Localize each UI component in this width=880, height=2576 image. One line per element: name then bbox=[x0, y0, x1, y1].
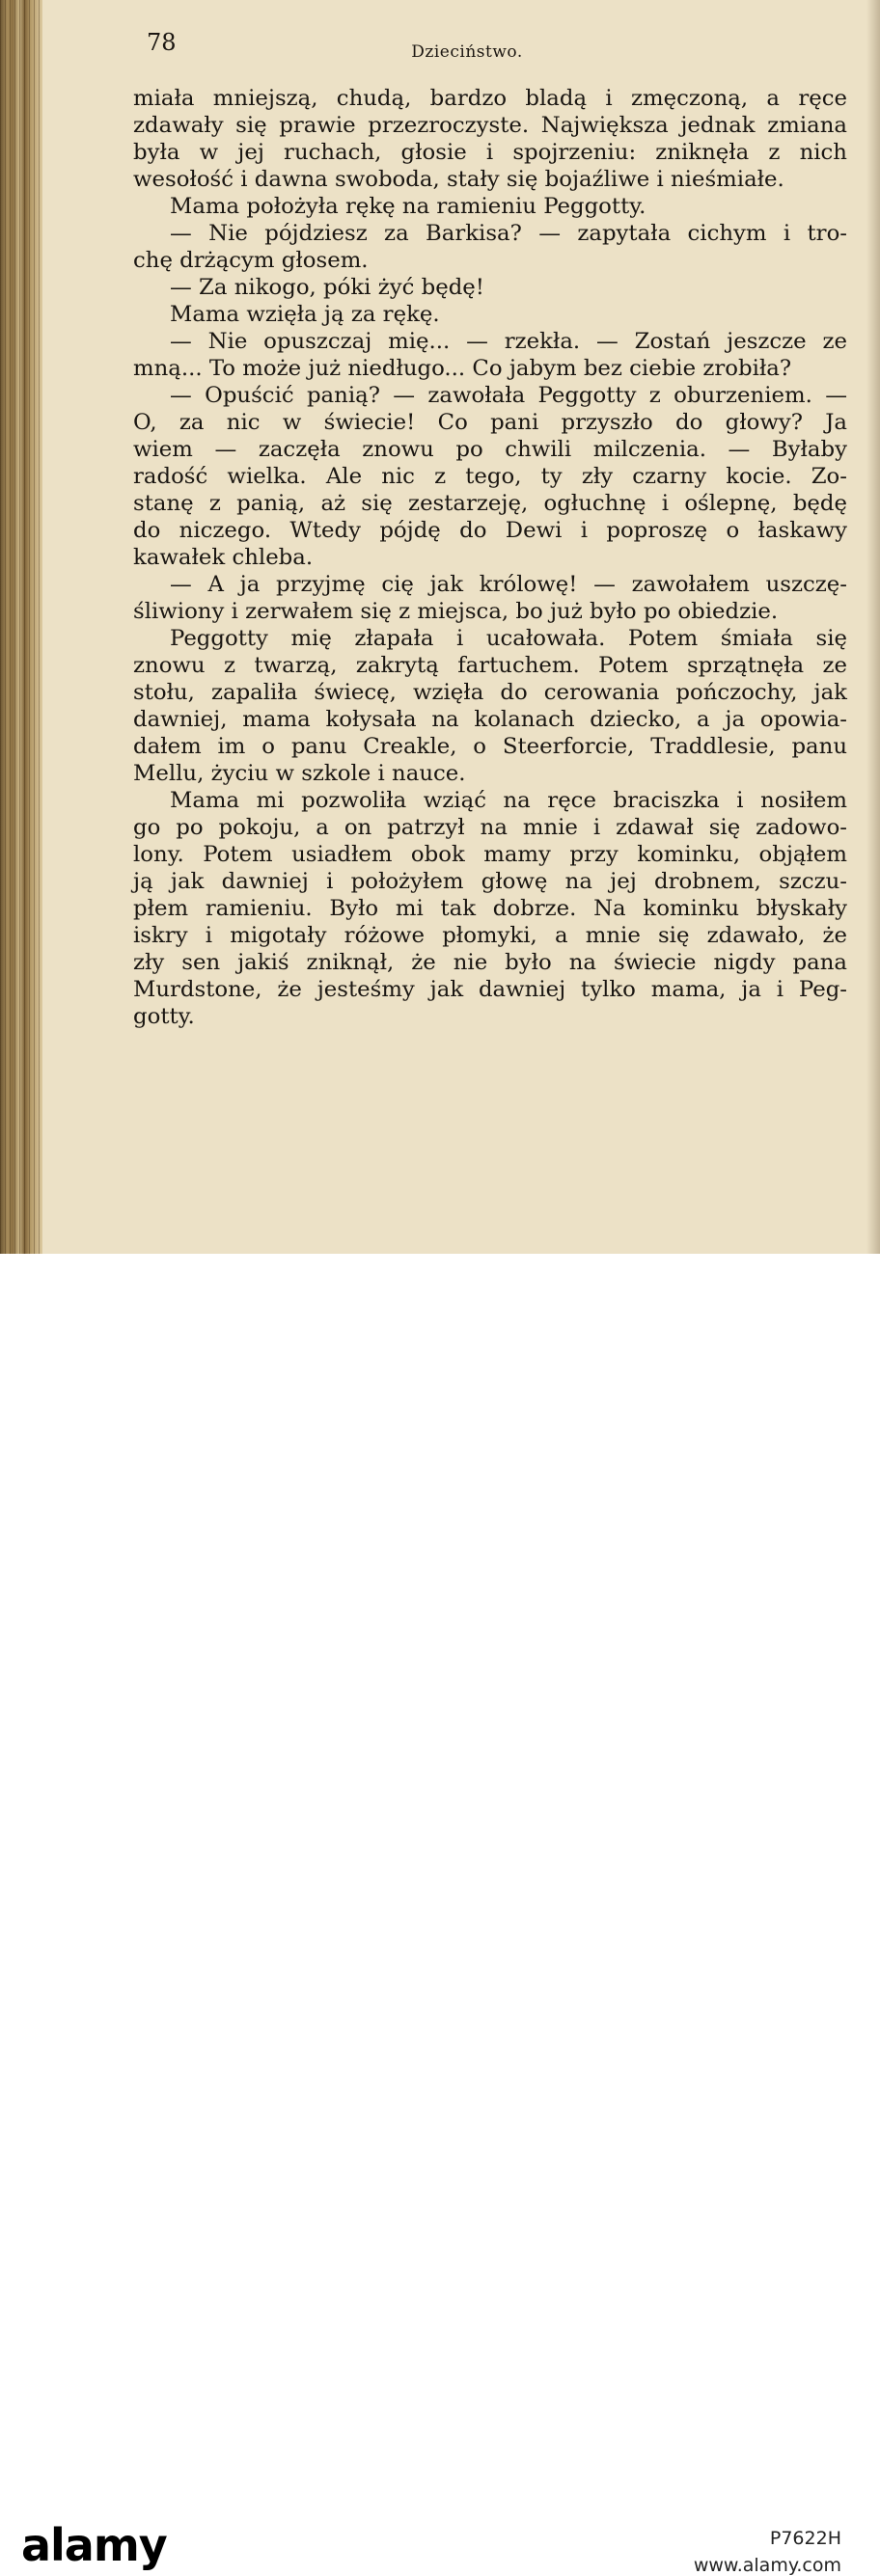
text-line: — Nie pójdziesz za Barkisa? — zapytała cichym i tro- bbox=[170, 221, 847, 246]
text-line: Mama wzięła ją za rękę. bbox=[170, 302, 440, 327]
text-line: miała mniejszą, chudą, bardzo bladą i zmęczoną, a ręce bbox=[133, 86, 847, 111]
text-line: — Opuścić panią? — zawołała Peggotty z oburzeniem. — bbox=[170, 383, 847, 408]
site-url: www.alamy.com bbox=[693, 2555, 841, 2576]
text-line: ją jak dawniej i położyłem głowę na jej drobnem, szczu- bbox=[133, 869, 847, 894]
text-line: O, za nic w świecie! Co pani przyszło do głowy? Ja bbox=[133, 410, 847, 435]
text-line: Mellu, życiu w szkole i nauce. bbox=[133, 761, 466, 786]
text-line: mną... To może już niedługo... Co jabym bez ciebie zrobiła? bbox=[133, 356, 792, 381]
text-line: znowu z twarzą, zakrytą fartuchem. Potem sprzątnęła ze bbox=[133, 653, 847, 678]
stock-footer bbox=[0, 1254, 880, 2576]
text-line: wesołość i dawna swoboda, stały się bojaźliwe i nieśmiałe. bbox=[133, 167, 784, 192]
text-line: dałem im o panu Creakle, o Steerforcie, Traddlesie, panu bbox=[133, 734, 847, 759]
text-line: — A ja przyjmę cię jak królowę! — zawołałem uszczę- bbox=[170, 572, 847, 597]
text-line: radość wielka. Ale nic z tego, ty zły czarny kocie. Zo- bbox=[133, 464, 847, 489]
text-line: — Za nikogo, póki żyć będę! bbox=[170, 275, 484, 300]
text-line: była w jej ruchach, głosie i spojrzeniu: zniknęła z nich bbox=[133, 140, 847, 165]
text-line: śliwiony i zerwałem się z miejsca, bo już było po obiedzie. bbox=[133, 599, 779, 624]
text-line: Peggotty mię złapała i ucałowała. Potem śmiała się bbox=[170, 626, 847, 651]
text-line: go po pokoju, a on patrzył na mnie i zdawał się zadowo- bbox=[133, 815, 847, 840]
text-line: dawniej, mama kołysała na kolanach dziecko, a ja opowia- bbox=[133, 707, 847, 732]
text-line: wiem — zaczęła znowu po chwili milczenia. — Byłaby bbox=[133, 437, 847, 462]
text-line: płem ramieniu. Było mi tak dobrze. Na kominku błyskały bbox=[133, 896, 847, 921]
text-line: gotty. bbox=[133, 1004, 195, 1029]
image-id: P7622H bbox=[769, 2528, 841, 2549]
text-line: stanę z panią, aż się zestarzeję, ogłuchnę i oślepnę, będę bbox=[133, 491, 847, 516]
text-line: iskry i migotały różowe płomyki, a mnie się zdawało, że bbox=[133, 923, 847, 948]
text-line: Murdstone, że jesteśmy jak dawniej tylko mama, ja i Peg- bbox=[133, 977, 847, 1002]
book-page bbox=[0, 0, 880, 1254]
text-line: lony. Potem usiadłem obok mamy przy kominku, objąłem bbox=[133, 842, 847, 867]
text-line: zły sen jakiś zniknął, że nie było na świecie nigdy pana bbox=[133, 950, 847, 975]
text-line: chę drżącym głosem. bbox=[133, 248, 369, 273]
running-title: Dzieciństwo. bbox=[411, 42, 523, 62]
text-line: do niczego. Wtedy pójdę do Dewi i poproszę o łaskawy bbox=[133, 518, 847, 543]
page-right-edge bbox=[866, 0, 880, 1254]
text-line: zdawały się prawie przezroczyste. Największa jednak zmiana bbox=[133, 113, 847, 138]
alamy-logo: alamy bbox=[21, 2519, 167, 2571]
text-line: stołu, zapaliła świecę, wzięła do cerowania pończochy, jak bbox=[133, 680, 847, 705]
text-line: kawałek chleba. bbox=[133, 545, 314, 570]
body-text bbox=[133, 85, 847, 1030]
text-line: Mama położyła rękę na ramieniu Peggotty. bbox=[170, 194, 646, 219]
text-line: Mama mi pozwoliła wziąć na ręce braciszka i nosiłem bbox=[170, 788, 847, 813]
text-line: — Nie opuszczaj mię... — rzekła. — Zostań jeszcze ze bbox=[170, 329, 847, 354]
page-number: 78 bbox=[147, 29, 177, 56]
page-edges bbox=[0, 0, 42, 1254]
